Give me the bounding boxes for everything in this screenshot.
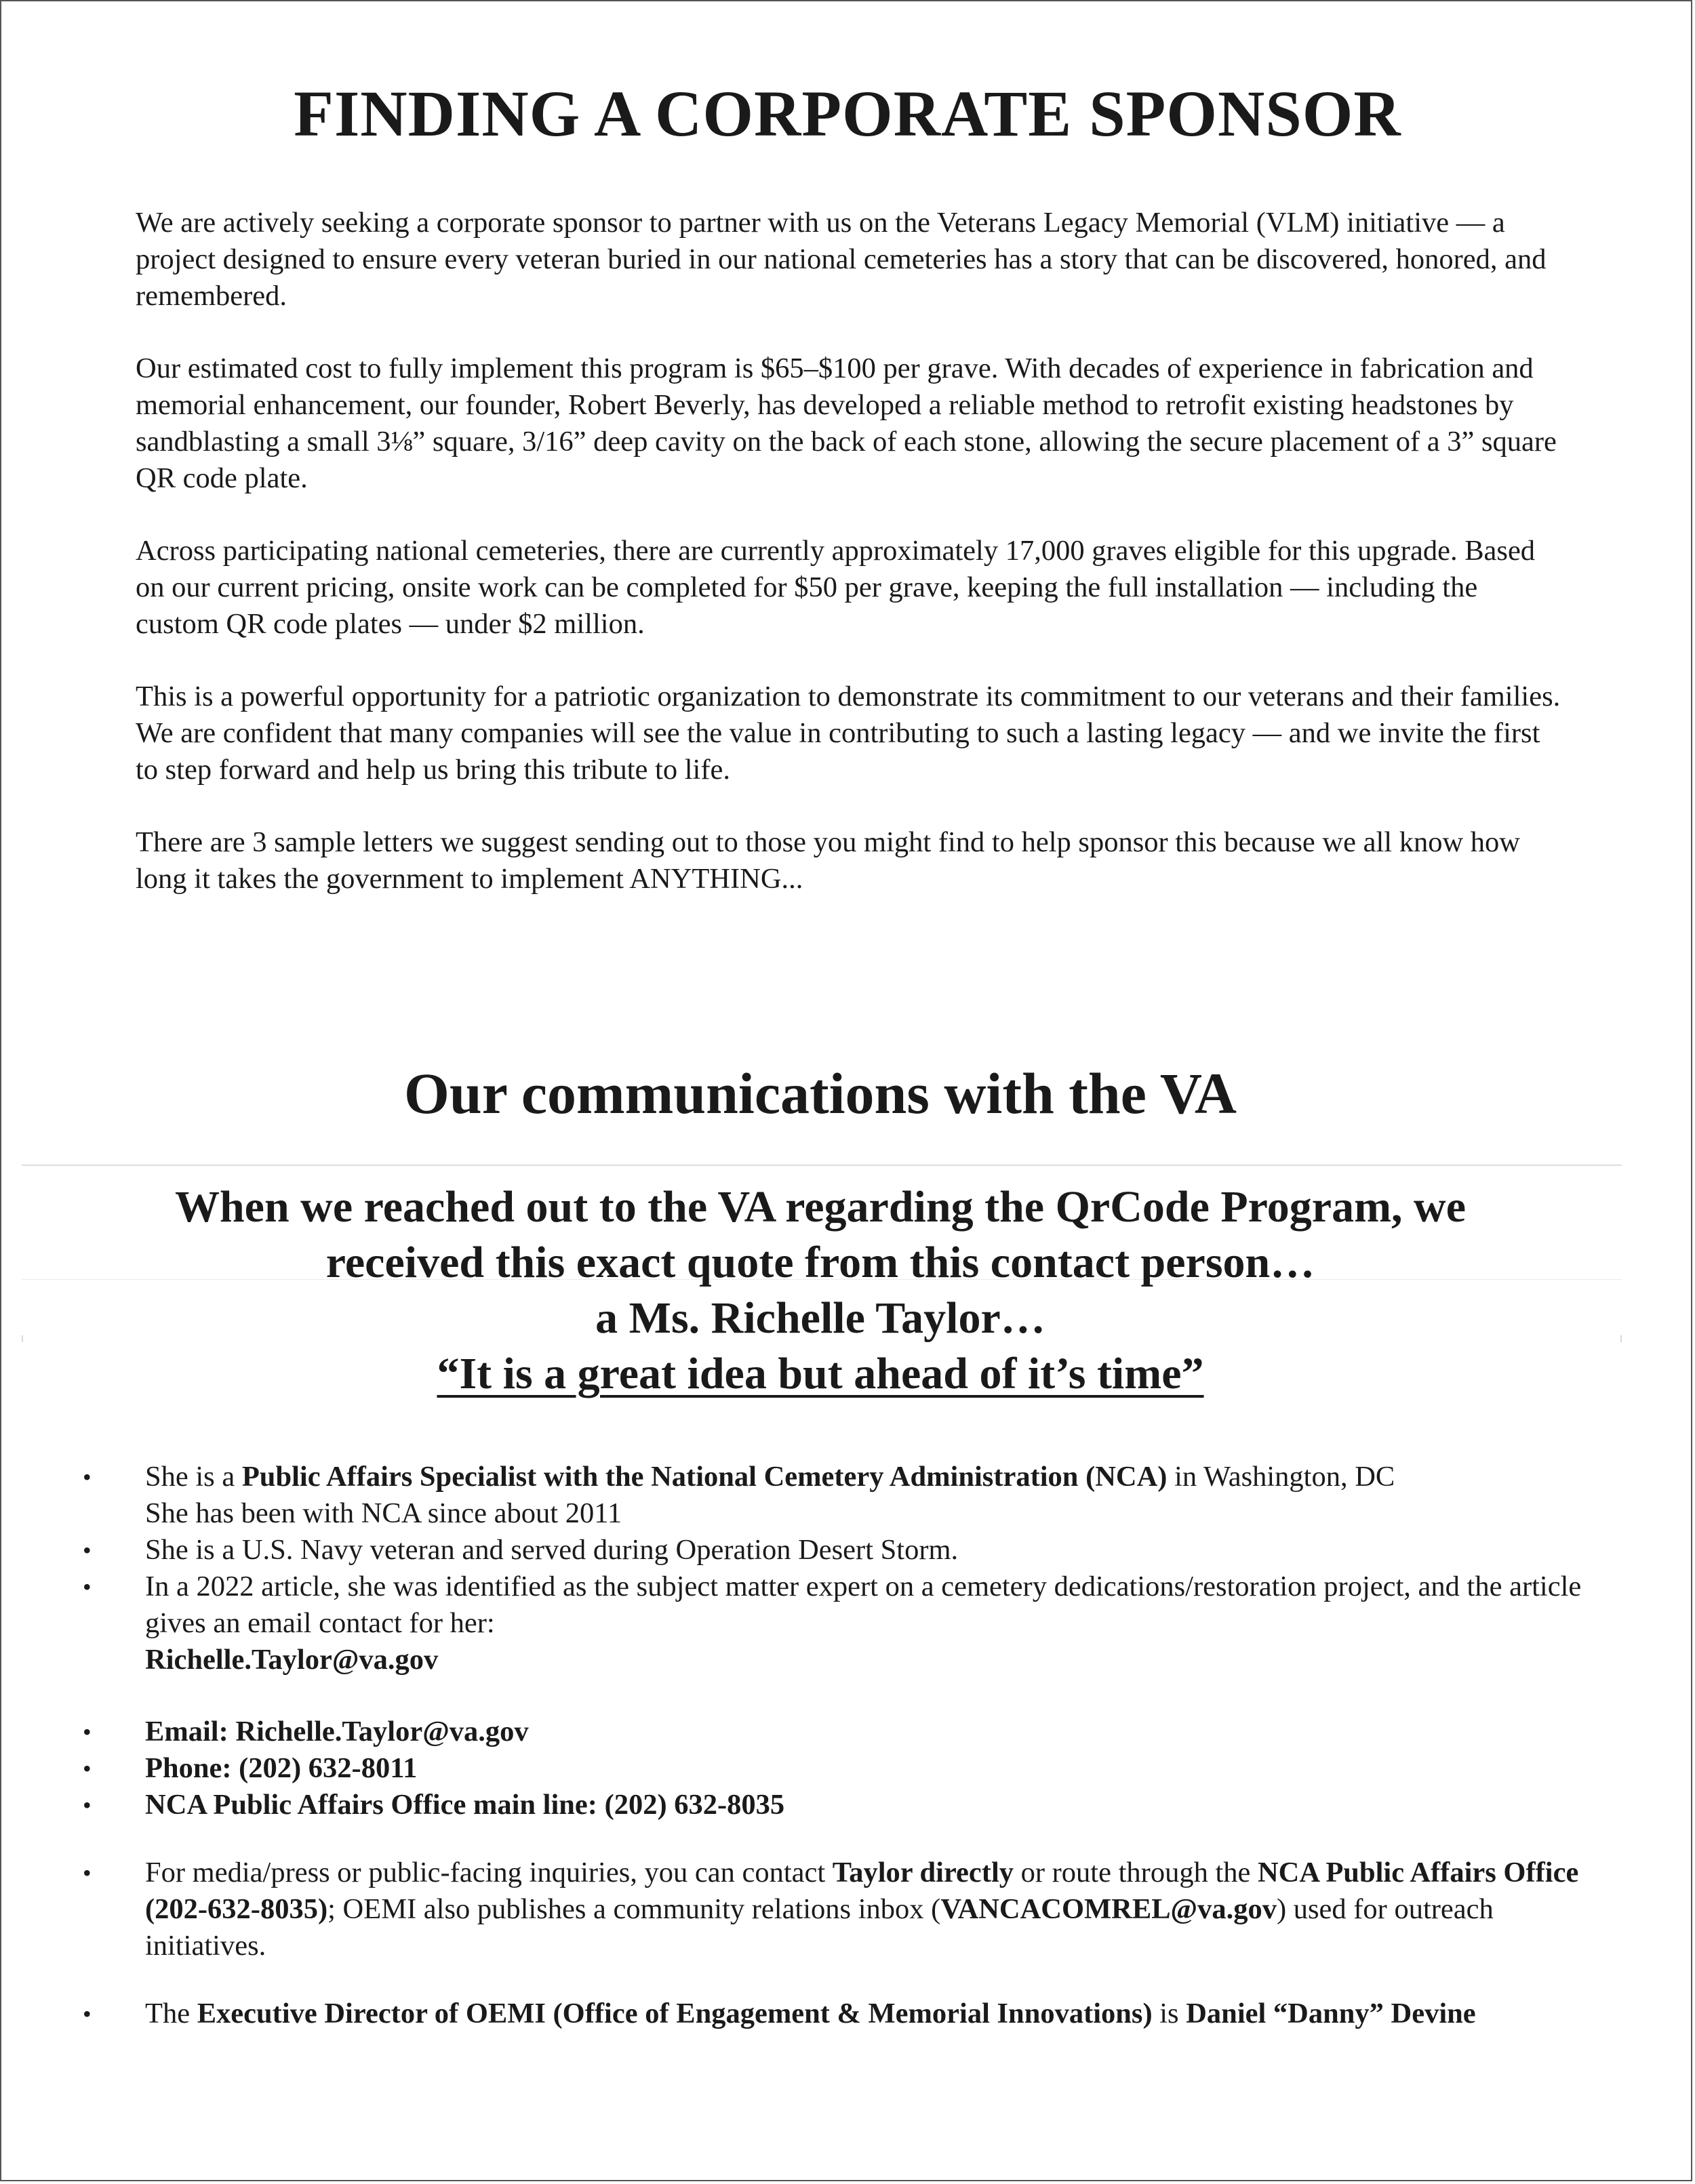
bullet-icon: •: [83, 1573, 92, 1600]
list-item: • For media/press or public-facing inquiries, you can contact Taylor directly or route through the NCA Public Affairs Office (202-632-8035); OEMI also publishes a community relations inbox (VANCACOMREL@va.gov) used for outreach initiatives.: [1, 1855, 1694, 1964]
quote-intro-line: received this exact quote from this contact person…: [325, 1238, 1315, 1287]
intro-section: [136, 205, 1566, 933]
list-item: • The Executive Director of OEMI (Office of Engagement & Memorial Innovations) is Daniel “Danny” Devine: [1, 1996, 1694, 2032]
quote-block: [1, 1179, 1639, 1402]
list-item: • She is a U.S. Navy veteran and served during Operation Desert Storm.: [1, 1532, 1694, 1569]
intro-paragraph: Our estimated cost to fully implement this program is $65–$100 per grave. With decades of experience in fabrication and memorial enhancement, our founder, Robert Beverly, has developed a reliable method to retrofit existing headstones by sandblasting a small 3⅛” square, 3/16” deep cavity on the back of each stone, allowing the secure placement of a 3” square QR code plate.: [136, 352, 1557, 494]
bullet-icon: •: [83, 1792, 92, 1819]
list-item: [1, 1714, 1694, 1750]
office-line: NCA Public Affairs Office main line: (202) 632-8035: [145, 1789, 785, 1821]
role-title: Public Affairs Specialist with the National Cemetery Administration (NCA): [241, 1461, 1168, 1493]
list-item: • In a 2022 article, she was identified as the subject matter expert on a cemetery dedications/restoration project, and the article gives an email contact for her: Richelle.Taylor@va.gov: [1, 1569, 1694, 1678]
bullet-icon: •: [83, 1718, 92, 1745]
bullet-icon: •: [83, 2000, 92, 2027]
list-item: [1, 1787, 1694, 1823]
intro-paragraph: We are actively seeking a corporate sponsor to partner with us on the Veterans Legacy Memorial (VLM) initiative — a project designed to ensure every veteran buried in our national cemeteries has a story that can be discovered, honored, and remembered.: [136, 207, 1547, 312]
director-name: Daniel “Danny” Devine: [1186, 1998, 1476, 2029]
bullet-icon: •: [83, 1755, 92, 1782]
va-quote: “It is a great idea but ahead of it’s time”: [437, 1349, 1204, 1398]
intro-paragraph: There are 3 sample letters we suggest sending out to those you might find to help sponsor this because we all know how long it takes the government to implement ANYTHING...: [136, 826, 1520, 895]
phone-line: Phone: (202) 632-8011: [145, 1752, 418, 1784]
list-item: • She is a Public Affairs Specialist with the National Cemetery Administration (NCA) in Washington, DC She has been with NCA since about 2011: [1, 1459, 1694, 1532]
contact-name-line: a Ms. Richelle Taylor…: [595, 1293, 1045, 1343]
email-text: Richelle.Taylor@va.gov: [145, 1644, 439, 1676]
bullet-icon: •: [83, 1859, 92, 1886]
divider: [22, 1165, 1622, 1166]
contact-details-list: [1, 1459, 1694, 2032]
quote-intro-line: When we reached out to the VA regarding the QrCode Program, we: [174, 1182, 1467, 1232]
intro-paragraph: Across participating national cemeteries, there are currently approximately 17,000 graves eligible for this upgrade. Based on our current pricing, onsite work can be completed for $50 per grave, keeping the full installation — including the custom QR code plates — under $2 million.: [136, 535, 1536, 640]
bullet-icon: •: [83, 1463, 92, 1491]
intro-paragraph: This is a powerful opportunity for a patriotic organization to demonstrate its commitment to our veterans and their families. We are confident that many companies will see the value in contributing to such a lasting legacy — and we invite the first to step forward and help us bring this tribute to life.: [136, 681, 1561, 786]
page-title: FINDING A CORPORATE SPONSOR: [294, 77, 1401, 150]
email-line: Email: Richelle.Taylor@va.gov: [145, 1716, 529, 1747]
bullet-icon: •: [83, 1537, 92, 1564]
list-item: [1, 1750, 1694, 1787]
section-heading: Our communications with the VA: [403, 1061, 1237, 1126]
